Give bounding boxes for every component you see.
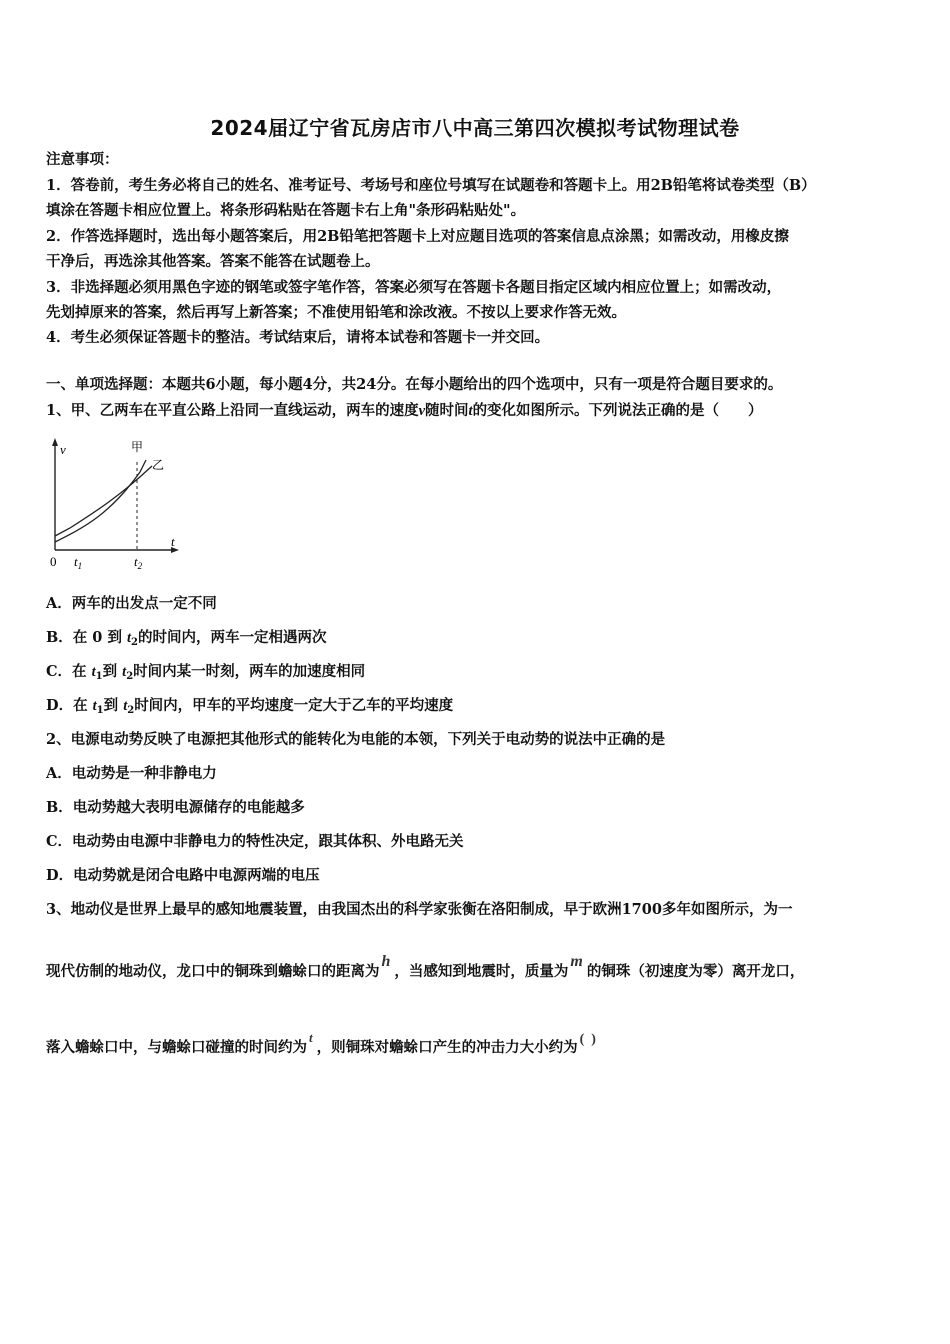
notice-line: 先划掉原来的答案，然后再写上新答案；不准使用铅笔和涂改液。不按以上要求作答无效。 — [46, 304, 626, 321]
v-axis-arrow — [52, 438, 58, 446]
curve-label-yi: 乙 — [152, 458, 165, 472]
section-heading: 一、单项选择题：本题共6小题，每小题4分，共24分。在每小题给出的四个选项中，只有一项是符合题目要求的。 — [46, 376, 783, 393]
q2-option-a: A．电动势是一种非静电力 — [46, 765, 217, 782]
question-2-stem: 2、电源电动势反映了电源把其他形式的能转化为电能的本领，下列关于电动势的说法中正确的是 — [46, 731, 666, 748]
q2-option-b: B．电动势越大表明电源储存的电能越多 — [46, 799, 305, 816]
q1-option-a: A．两车的出发点一定不同 — [46, 595, 217, 612]
q1-option-b: B．在 0 到 $t_2$的时间内，两车一定相遇两次 — [46, 629, 327, 648]
q1-option-c: C．在 $t_1$到 $t_2$时间内某一时刻，两车的加速度相同 — [46, 663, 366, 682]
question-3-line-1: 3、地动仪是世界上最早的感知地震装置，由我国杰出的科学家张衡在洛阳制成，早于欧洲1700多年如图所示，为一 — [46, 901, 793, 918]
curve-label-jia: 甲 — [131, 440, 144, 454]
axis-label-v: v — [60, 442, 66, 457]
q1-option-d: D．在 $t_1$到 $t_2$时间内，甲车的平均速度一定大于乙车的平均速度 — [46, 697, 454, 716]
t1-label: $t_1$ — [74, 554, 83, 571]
notice-heading: 注意事项： — [46, 151, 119, 168]
axis-label-t: t — [171, 534, 175, 549]
notice-line: 1．答卷前，考生务必将自己的姓名、准考证号、考场号和座位号填写在试题卷和答题卡上。用2B铅笔将试卷类型（B） — [46, 177, 816, 194]
question-3-line-2: 现代仿制的地动仪，龙口中的铜珠到蟾蜍口的距离为h，当感知到地震时，质量为m的铜珠（初速度为零）离开龙口， — [46, 953, 805, 980]
notice-line: 干净后，再选涂其他答案。答案不能答在试题卷上。 — [46, 253, 380, 270]
notice-line: 3．非选择题必须用黑色字迹的钢笔或签字笔作答，答案必须写在答题卡各题目指定区域内相应位置上；如需改动， — [46, 279, 782, 296]
notice-line: 填涂在答题卡相应位置上。将条形码粘贴在答题卡右上角"条形码粘贴处"。 — [46, 202, 526, 219]
curve-jia — [55, 460, 146, 542]
question-3-line-3: 落入蟾蜍口中，与蟾蜍口碰撞的时间约为t，则铜珠对蟾蜍口产生的冲击力大小约为 ( ) — [46, 1030, 596, 1056]
velocity-time-graph — [40, 432, 190, 572]
origin-label: 0 — [50, 554, 57, 569]
notice-line: 4．考生必须保证答题卡的整洁。考试结束后，请将本试卷和答题卡一并交回。 — [46, 329, 550, 346]
q2-option-d: D．电动势就是闭合电路中电源两端的电压 — [46, 867, 320, 884]
notice-line: 2．作答选择题时，选出每小题答案后，用2B铅笔把答题卡上对应题目选项的答案信息点涂黑；如需改动，用橡皮擦 — [46, 228, 789, 245]
t2-label: $t_2$ — [134, 554, 143, 571]
q2-option-c: C．电动势由电源中非静电力的特性决定，跟其体积、外电路无关 — [46, 833, 464, 850]
question-1-stem: 1、甲、乙两车在平直公路上沿同一直线运动，两车的速度v随时间t的变化如图所示。下列说法正确的是（ ） — [46, 402, 763, 419]
page-title: 2024届辽宁省瓦房店市八中高三第四次模拟考试物理试卷 — [210, 116, 740, 140]
